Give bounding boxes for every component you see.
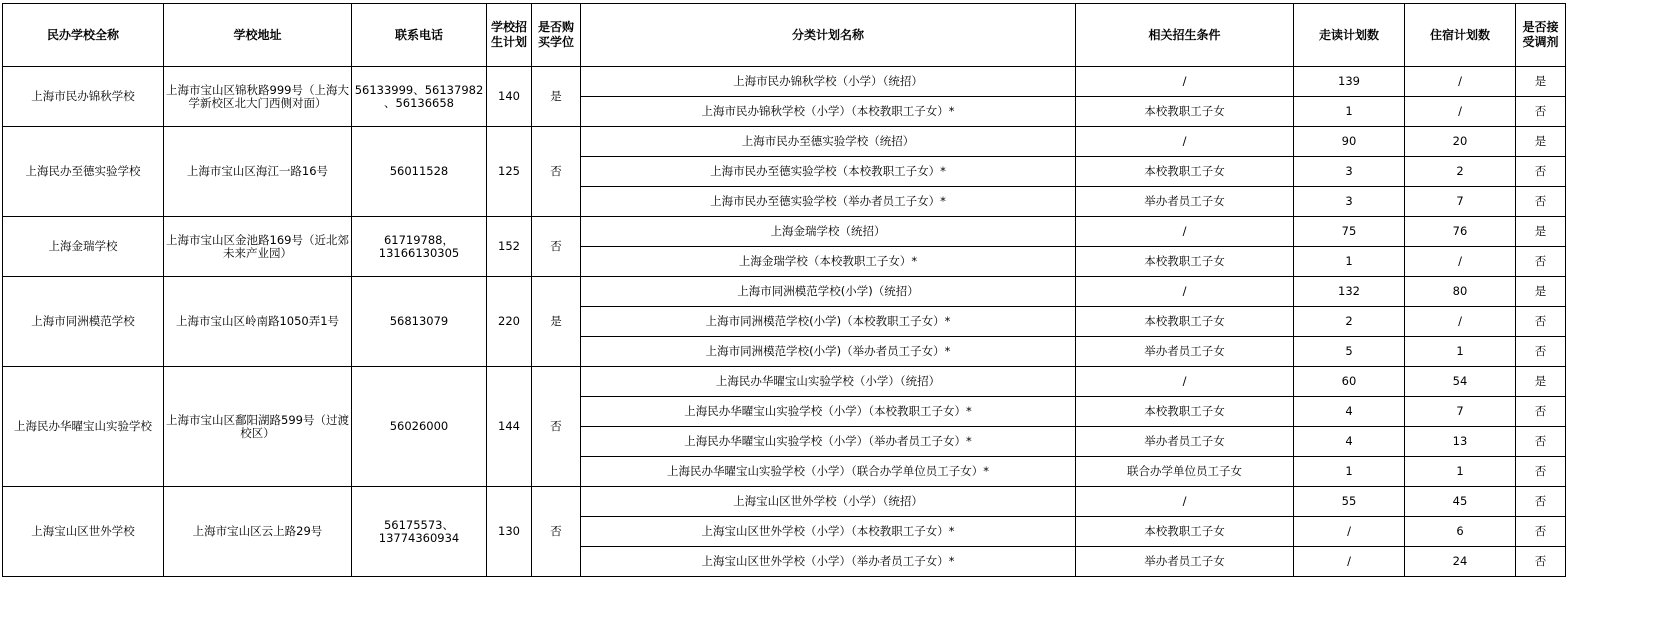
plan-name-cell: 上海金瑞学校（统招）	[581, 217, 1076, 247]
condition-cell: 本校教职工子女	[1076, 517, 1294, 547]
day-count-cell: 2	[1294, 307, 1405, 337]
accept-adjust-cell: 是	[1516, 217, 1566, 247]
boarding-count-cell: /	[1405, 97, 1516, 127]
accept-adjust-cell: 否	[1516, 187, 1566, 217]
plan-name-cell: 上海市民办锦秋学校（小学）（本校教职工子女）*	[581, 97, 1076, 127]
buy-seat-cell: 否	[532, 127, 581, 217]
plan-name-cell: 上海市民办至德实验学校（举办者员工子女）*	[581, 187, 1076, 217]
header-enroll-plan-line2: 生计划	[490, 35, 527, 49]
table-row	[3, 367, 1566, 397]
condition-cell: 本校教职工子女	[1076, 397, 1294, 427]
header-accept-adjust-line1: 是否接	[1522, 20, 1559, 34]
plan-name-cell: 上海市民办锦秋学校（小学）（统招）	[581, 67, 1076, 97]
buy-seat-cell: 是	[532, 67, 581, 127]
phone-cell: 56011528	[352, 127, 487, 217]
plan-name-cell: 上海金瑞学校（本校教职工子女）*	[581, 247, 1076, 277]
table-row	[3, 67, 1566, 97]
address-cell: 上海市宝山区鄱阳湖路599号（过渡校区）	[164, 367, 352, 487]
address-cell: 上海市宝山区金池路169号（近北郊未来产业园）	[164, 217, 352, 277]
plan-name-cell: 上海民办华曜宝山实验学校（小学）（举办者员工子女）*	[581, 427, 1076, 457]
boarding-count-cell: 13	[1405, 427, 1516, 457]
day-count-cell: 3	[1294, 157, 1405, 187]
header-row	[3, 4, 1566, 67]
day-count-cell: 3	[1294, 187, 1405, 217]
header-buy-seat-line2: 买学位	[537, 35, 574, 49]
day-count-cell: 139	[1294, 67, 1405, 97]
header-day-count: 走读计划数	[1294, 4, 1405, 67]
condition-cell: 本校教职工子女	[1076, 157, 1294, 187]
condition-cell: 举办者员工子女	[1076, 187, 1294, 217]
accept-adjust-cell: 否	[1516, 157, 1566, 187]
plan-name-cell: 上海宝山区世外学校（小学）（统招）	[581, 487, 1076, 517]
phone-cell: 56133999、56137982 、56136658	[352, 67, 487, 127]
table-row	[3, 127, 1566, 157]
address-cell: 上海市宝山区锦秋路999号（上海大学新校区北大门西侧对面）	[164, 67, 352, 127]
condition-cell: /	[1076, 487, 1294, 517]
phone-cell: 61719788，13166130305	[352, 217, 487, 277]
day-count-cell: 1	[1294, 97, 1405, 127]
boarding-count-cell: 80	[1405, 277, 1516, 307]
accept-adjust-cell: 是	[1516, 367, 1566, 397]
table-header	[3, 4, 1566, 67]
header-plan-name: 分类计划名称	[581, 4, 1076, 67]
header-buy-seat-line1: 是否购	[537, 20, 574, 34]
plan-name-cell: 上海市同洲模范学校(小学)（举办者员工子女）*	[581, 337, 1076, 367]
boarding-count-cell: /	[1405, 247, 1516, 277]
plan-name-cell: 上海民办华曜宝山实验学校（小学）（本校教职工子女）*	[581, 397, 1076, 427]
boarding-count-cell: 6	[1405, 517, 1516, 547]
table-body	[3, 67, 1566, 577]
boarding-count-cell: 1	[1405, 337, 1516, 367]
enroll-plan-cell: 220	[487, 277, 532, 367]
enroll-plan-cell: 125	[487, 127, 532, 217]
accept-adjust-cell: 否	[1516, 487, 1566, 517]
day-count-cell: 5	[1294, 337, 1405, 367]
plan-name-cell: 上海宝山区世外学校（小学）（本校教职工子女）*	[581, 517, 1076, 547]
day-count-cell: 55	[1294, 487, 1405, 517]
condition-cell: 举办者员工子女	[1076, 427, 1294, 457]
plan-name-cell: 上海市同洲模范学校(小学)（本校教职工子女）*	[581, 307, 1076, 337]
address-cell: 上海市宝山区岭南路1050弄1号	[164, 277, 352, 367]
header-school-name: 民办学校全称	[3, 4, 164, 67]
boarding-count-cell: 54	[1405, 367, 1516, 397]
address-cell: 上海市宝山区海江一路16号	[164, 127, 352, 217]
day-count-cell: 4	[1294, 427, 1405, 457]
header-enroll-plan	[487, 4, 532, 67]
boarding-count-cell: 2	[1405, 157, 1516, 187]
buy-seat-cell: 否	[532, 217, 581, 277]
plan-name-cell: 上海民办华曜宝山实验学校（小学）（统招）	[581, 367, 1076, 397]
day-count-cell: 4	[1294, 397, 1405, 427]
plan-name-cell: 上海市同洲模范学校(小学)（统招）	[581, 277, 1076, 307]
day-count-cell: /	[1294, 547, 1405, 577]
day-count-cell: /	[1294, 517, 1405, 547]
day-count-cell: 75	[1294, 217, 1405, 247]
plan-name-cell: 上海市民办至德实验学校（统招）	[581, 127, 1076, 157]
table-row	[3, 487, 1566, 517]
buy-seat-cell: 否	[532, 367, 581, 487]
condition-cell: /	[1076, 67, 1294, 97]
school-name-cell: 上海民办至德实验学校	[3, 127, 164, 217]
condition-cell: 联合办学单位员工子女	[1076, 457, 1294, 487]
condition-cell: 举办者员工子女	[1076, 547, 1294, 577]
buy-seat-cell: 否	[532, 487, 581, 577]
accept-adjust-cell: 否	[1516, 247, 1566, 277]
day-count-cell: 132	[1294, 277, 1405, 307]
condition-cell: 举办者员工子女	[1076, 337, 1294, 367]
condition-cell: /	[1076, 127, 1294, 157]
phone-cell: 56026000	[352, 367, 487, 487]
day-count-cell: 1	[1294, 247, 1405, 277]
boarding-count-cell: 7	[1405, 187, 1516, 217]
header-boarding-count: 住宿计划数	[1405, 4, 1516, 67]
accept-adjust-cell: 否	[1516, 307, 1566, 337]
boarding-count-cell: /	[1405, 307, 1516, 337]
table-row	[3, 217, 1566, 247]
condition-cell: 本校教职工子女	[1076, 307, 1294, 337]
day-count-cell: 90	[1294, 127, 1405, 157]
plan-name-cell: 上海民办华曜宝山实验学校（小学）（联合办学单位员工子女）*	[581, 457, 1076, 487]
school-name-cell: 上海民办华曜宝山实验学校	[3, 367, 164, 487]
header-enroll-plan-line1: 学校招	[490, 20, 527, 34]
condition-cell: /	[1076, 217, 1294, 247]
table-row	[3, 277, 1566, 307]
enroll-plan-cell: 130	[487, 487, 532, 577]
day-count-cell: 1	[1294, 457, 1405, 487]
enroll-plan-cell: 152	[487, 217, 532, 277]
header-accept-adjust	[1516, 4, 1566, 67]
accept-adjust-cell: 否	[1516, 547, 1566, 577]
accept-adjust-cell: 否	[1516, 337, 1566, 367]
header-accept-adjust-line2: 受调剂	[1522, 35, 1559, 49]
header-address: 学校地址	[164, 4, 352, 67]
accept-adjust-cell: 否	[1516, 457, 1566, 487]
accept-adjust-cell: 否	[1516, 397, 1566, 427]
header-conditions: 相关招生条件	[1076, 4, 1294, 67]
boarding-count-cell: 76	[1405, 217, 1516, 247]
condition-cell: 本校教职工子女	[1076, 97, 1294, 127]
enroll-plan-cell: 140	[487, 67, 532, 127]
boarding-count-cell: /	[1405, 67, 1516, 97]
accept-adjust-cell: 是	[1516, 127, 1566, 157]
address-cell: 上海市宝山区云上路29号	[164, 487, 352, 577]
phone-cell: 56813079	[352, 277, 487, 367]
accept-adjust-cell: 是	[1516, 277, 1566, 307]
enrollment-table	[2, 3, 1566, 577]
boarding-count-cell: 45	[1405, 487, 1516, 517]
header-buy-seat	[532, 4, 581, 67]
school-name-cell: 上海市民办锦秋学校	[3, 67, 164, 127]
school-name-cell: 上海市同洲模范学校	[3, 277, 164, 367]
school-name-cell: 上海宝山区世外学校	[3, 487, 164, 577]
boarding-count-cell: 20	[1405, 127, 1516, 157]
plan-name-cell: 上海市民办至德实验学校（本校教职工子女）*	[581, 157, 1076, 187]
condition-cell: /	[1076, 367, 1294, 397]
day-count-cell: 60	[1294, 367, 1405, 397]
boarding-count-cell: 7	[1405, 397, 1516, 427]
condition-cell: 本校教职工子女	[1076, 247, 1294, 277]
condition-cell: /	[1076, 277, 1294, 307]
header-phone: 联系电话	[352, 4, 487, 67]
school-name-cell: 上海金瑞学校	[3, 217, 164, 277]
plan-name-cell: 上海宝山区世外学校（小学）（举办者员工子女）*	[581, 547, 1076, 577]
buy-seat-cell: 是	[532, 277, 581, 367]
boarding-count-cell: 1	[1405, 457, 1516, 487]
accept-adjust-cell: 是	[1516, 67, 1566, 97]
phone-cell: 56175573、13774360934	[352, 487, 487, 577]
enroll-plan-cell: 144	[487, 367, 532, 487]
accept-adjust-cell: 否	[1516, 517, 1566, 547]
accept-adjust-cell: 否	[1516, 97, 1566, 127]
accept-adjust-cell: 否	[1516, 427, 1566, 457]
boarding-count-cell: 24	[1405, 547, 1516, 577]
